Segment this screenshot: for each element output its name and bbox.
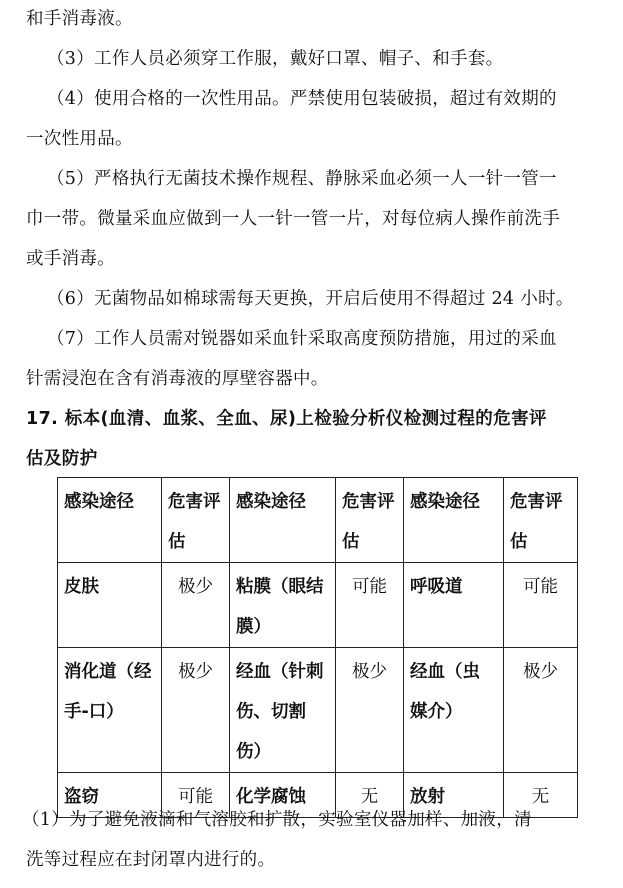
text-line: （6）无菌物品如棉球需每天更换，开启后使用不得超过 24 小时。 (47, 289, 574, 309)
text-line: 洗等过程应在封闭罩内进行的。 (26, 850, 276, 870)
route-cell: 皮肤 (58, 563, 162, 648)
section-heading-continued: 估及防护 (26, 449, 98, 469)
header-cell: 感染途径 (58, 478, 162, 563)
text-line: 和手消毒液。 (26, 9, 133, 29)
section-heading: 17. 标本(血清、血浆、全血、尿)上检验分析仪检测过程的危害评 (26, 409, 547, 429)
hazard-table (57, 477, 578, 818)
text-line: （4）使用合格的一次性用品。严禁使用包装破损，超过有效期的 (47, 89, 557, 109)
text-line: 巾一带。微量采血应做到一人一针一管一片，对每位病人操作前洗手 (26, 209, 560, 229)
risk-cell: 极少 (504, 648, 578, 773)
text-line: （1）为了避免液滴和气溶胶和扩散，实验室仪器加样、加液，清 (22, 810, 532, 830)
text-line: 针需浸泡在含有消毒液的厚壁容器中。 (26, 369, 329, 389)
text-line: （3）工作人员必须穿工作服，戴好口罩、帽子、和手套。 (47, 49, 504, 69)
header-cell: 危害评估 (162, 478, 230, 563)
route-cell: 经血（针刺伤、切割伤） (230, 648, 336, 773)
risk-cell: 极少 (336, 648, 404, 773)
text-line: （5）严格执行无菌技术操作规程、静脉采血必须一人一针一管一 (47, 169, 557, 189)
route-cell: 消化道（经手-口） (58, 648, 162, 773)
risk-cell: 极少 (162, 563, 230, 648)
risk-cell: 可能 (162, 773, 230, 818)
text-line: 一次性用品。 (26, 129, 133, 149)
header-cell: 感染途径 (230, 478, 336, 563)
route-cell: 化学腐蚀 (230, 773, 336, 818)
risk-cell: 极少 (162, 648, 230, 773)
header-cell: 感染途径 (404, 478, 504, 563)
route-cell: 盗窃 (58, 773, 162, 818)
risk-cell: 可能 (504, 563, 578, 648)
risk-cell: 无 (504, 773, 578, 818)
route-cell: 经血（虫媒介） (404, 648, 504, 773)
table-header-row (58, 478, 578, 563)
header-cell: 危害评估 (504, 478, 578, 563)
risk-cell: 可能 (336, 563, 404, 648)
route-cell: 呼吸道 (404, 563, 504, 648)
header-cell: 危害评估 (336, 478, 404, 563)
text-line: 或手消毒。 (26, 249, 115, 269)
table-row (58, 563, 578, 648)
route-cell: 粘膜（眼结膜） (230, 563, 336, 648)
route-cell: 放射 (404, 773, 504, 818)
risk-cell: 无 (336, 773, 404, 818)
text-line: （7）工作人员需对锐器如采血针采取高度预防措施，用过的采血 (47, 329, 557, 349)
table-row (58, 648, 578, 773)
